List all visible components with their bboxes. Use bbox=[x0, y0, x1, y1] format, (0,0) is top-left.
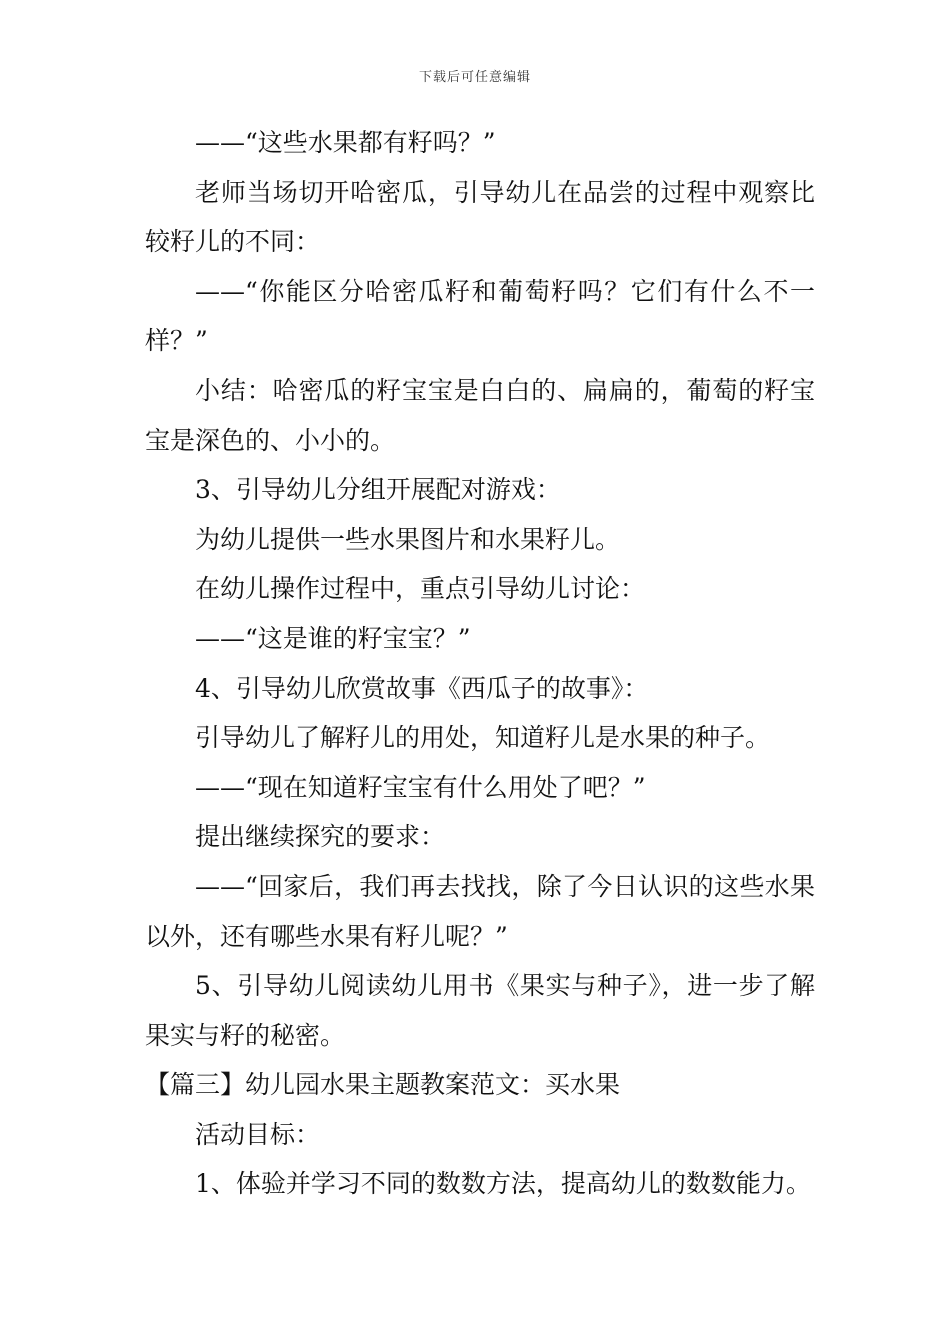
paragraph-16: 活动目标： bbox=[195, 1119, 321, 1149]
page-header: 下载后可任意编辑 bbox=[418, 70, 531, 85]
paragraph-12: 提出继续探究的要求： bbox=[195, 822, 446, 852]
paragraph-8: ——“这是谁的籽宝宝？” bbox=[195, 623, 471, 653]
paragraph-3: ——“你能区分哈密瓜籽和葡萄籽吗？它们有什么不一样？” bbox=[145, 276, 815, 356]
paragraph-10: 引导幼儿了解籽儿的用处，知道籽儿是水果的种子。 bbox=[195, 723, 771, 753]
paragraph-5: 3、引导幼儿分组开展配对游戏： bbox=[195, 475, 561, 505]
paragraph-14: 5、引导幼儿阅读幼儿用书《果实与种子》，进一步了解果实与籽的秘密。 bbox=[145, 971, 815, 1050]
paragraph-4: 小结：哈密瓜的籽宝宝是白白的、扁扁的，葡萄的籽宝宝是深色的、小小的。 bbox=[145, 375, 815, 455]
paragraph-2: 老师当场切开哈密瓜，引导幼儿在品尝的过程中观察比较籽儿的不同： bbox=[145, 177, 815, 257]
paragraph-13: ——“回家后，我们再去找找，除了今日认识的这些水果以外，还有哪些水果有籽儿呢？” bbox=[145, 871, 815, 951]
paragraph-9: 4、引导幼儿欣赏故事《西瓜子的故事》： bbox=[195, 673, 649, 703]
document-body bbox=[145, 118, 815, 1209]
paragraph-11: ——“现在知道籽宝宝有什么用处了吧？” bbox=[195, 772, 646, 802]
section-heading: 【篇三】幼儿园水果主题教案范文：买水果 bbox=[145, 1070, 621, 1100]
paragraph-6: 为幼儿提供一些水果图片和水果籽儿。 bbox=[195, 524, 621, 554]
paragraph-17: 1、体验并学习不同的数数方法，提高幼儿的数数能力。 bbox=[195, 1169, 811, 1199]
paragraph-1: ——“这些水果都有籽吗？” bbox=[195, 128, 496, 157]
paragraph-7: 在幼儿操作过程中，重点引导幼儿讨论： bbox=[195, 574, 646, 604]
